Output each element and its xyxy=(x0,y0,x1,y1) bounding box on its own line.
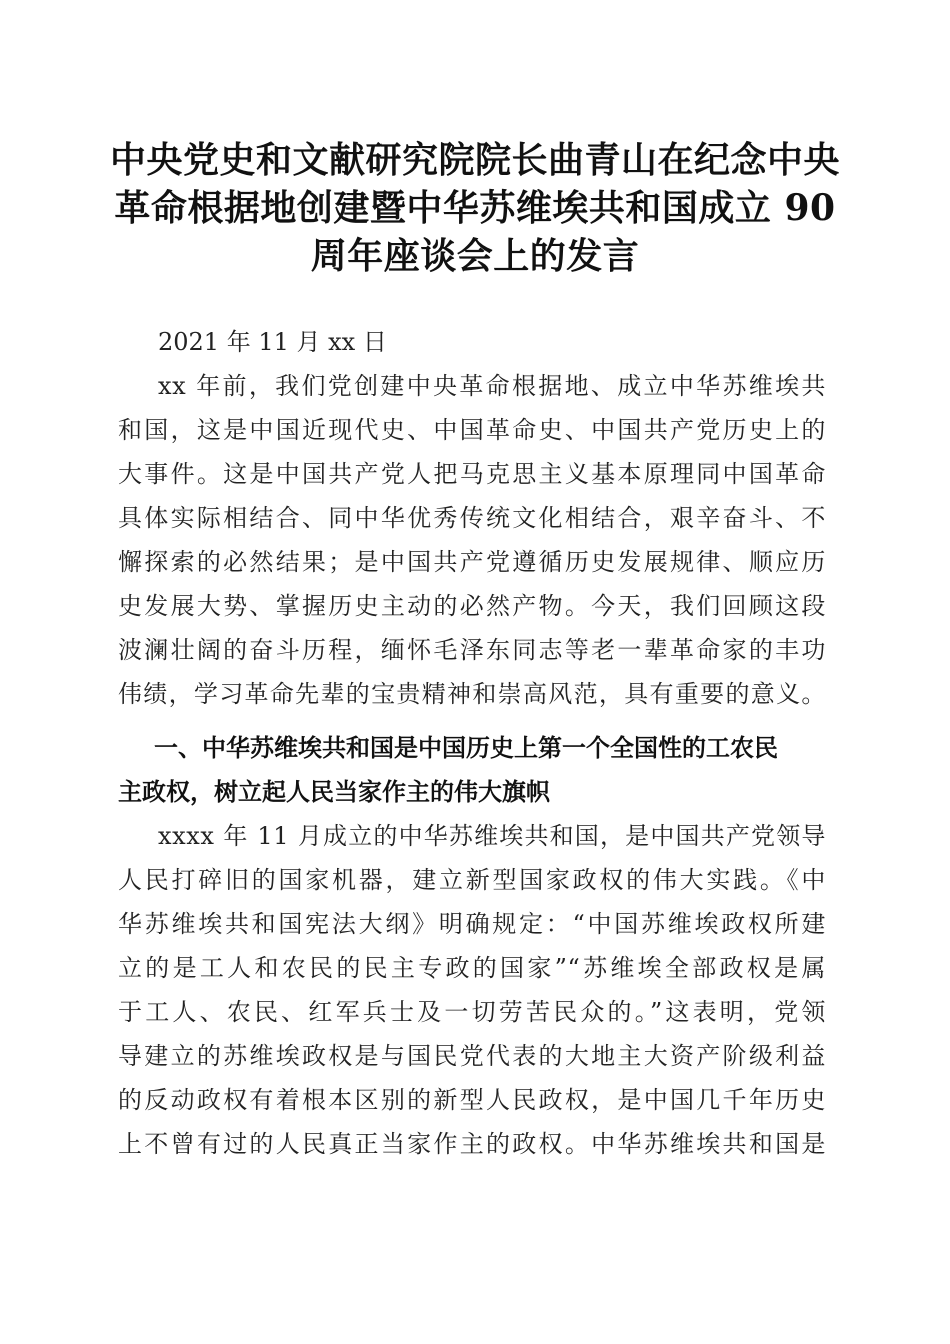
paragraph-1-line: 伟绩，学习革命先辈的宝贵精神和崇高风范，具有重要的意义。 xyxy=(118,680,826,708)
paragraph-1-line: 史发展大势、掌握历史主动的必然产物。今天，我们回顾这段 xyxy=(118,592,826,620)
title-line-2: 革命根据地创建暨中华苏维埃共和国成立 90 xyxy=(114,187,836,229)
section-heading-1-line: 主政权，树立起人民当家作主的伟大旗帜 xyxy=(118,778,550,806)
paragraph-2-line: 人民打碎旧的国家机器，建立新型国家政权的伟大实践。《中 xyxy=(118,866,826,894)
section-heading-1 xyxy=(118,726,826,814)
title-line-1: 中央党史和文献研究院院长曲青山在纪念中央 xyxy=(110,139,841,181)
paragraph-1-line: xx 年前，我们党创建中央革命根据地、成立中华苏维埃共 xyxy=(158,372,826,400)
paragraph-1-line: 具体实际相结合、同中华优秀传统文化相结合，艰辛奋斗、不 xyxy=(118,504,826,532)
paragraph-2-line: 的反动政权有着根本区别的新型人民政权，是中国几千年历史 xyxy=(118,1086,826,1114)
paragraph-2-line: 华苏维埃共和国宪法大纲》明确规定：“中国苏维埃政权所建 xyxy=(118,910,826,938)
paragraph-1-line: 波澜壮阔的奋斗历程，缅怀毛泽东同志等老一辈革命家的丰功 xyxy=(118,636,826,664)
paragraph-2-line: xxxx 年 11 月成立的中华苏维埃共和国，是中国共产党领导 xyxy=(158,822,826,850)
paragraph-2-line: 导建立的苏维埃政权是与国民党代表的大地主大资产阶级利益 xyxy=(118,1042,826,1070)
paragraph-1-line: 懈探索的必然结果；是中国共产党遵循历史发展规律、顺应历 xyxy=(118,548,826,576)
paragraph-2-line: 于工人、农民、红军兵士及一切劳苦民众的。”这表明，党领 xyxy=(118,998,826,1026)
paragraph-1-line: 大事件。这是中国共产党人把马克思主义基本原理同中国革命 xyxy=(118,460,826,488)
paragraph-2-line: 上不曾有过的人民真正当家作主的政权。中华苏维埃共和国是 xyxy=(118,1130,826,1158)
title-line-3: 周年座谈会上的发言 xyxy=(310,235,640,277)
document-title xyxy=(110,136,840,280)
paragraph-1 xyxy=(118,364,826,716)
document-date: 2021 年 11 月 xx 日 xyxy=(158,328,387,356)
paragraph-1-line: 和国，这是中国近现代史、中国革命史、中国共产党历史上的 xyxy=(118,416,826,444)
section-heading-1-line: 一、中华苏维埃共和国是中国历史上第一个全国性的工农民 xyxy=(154,734,778,762)
paragraph-2-line: 立的是工人和农民的民主专政的国家”“苏维埃全部政权是属 xyxy=(118,954,826,982)
paragraph-2 xyxy=(118,814,826,1166)
